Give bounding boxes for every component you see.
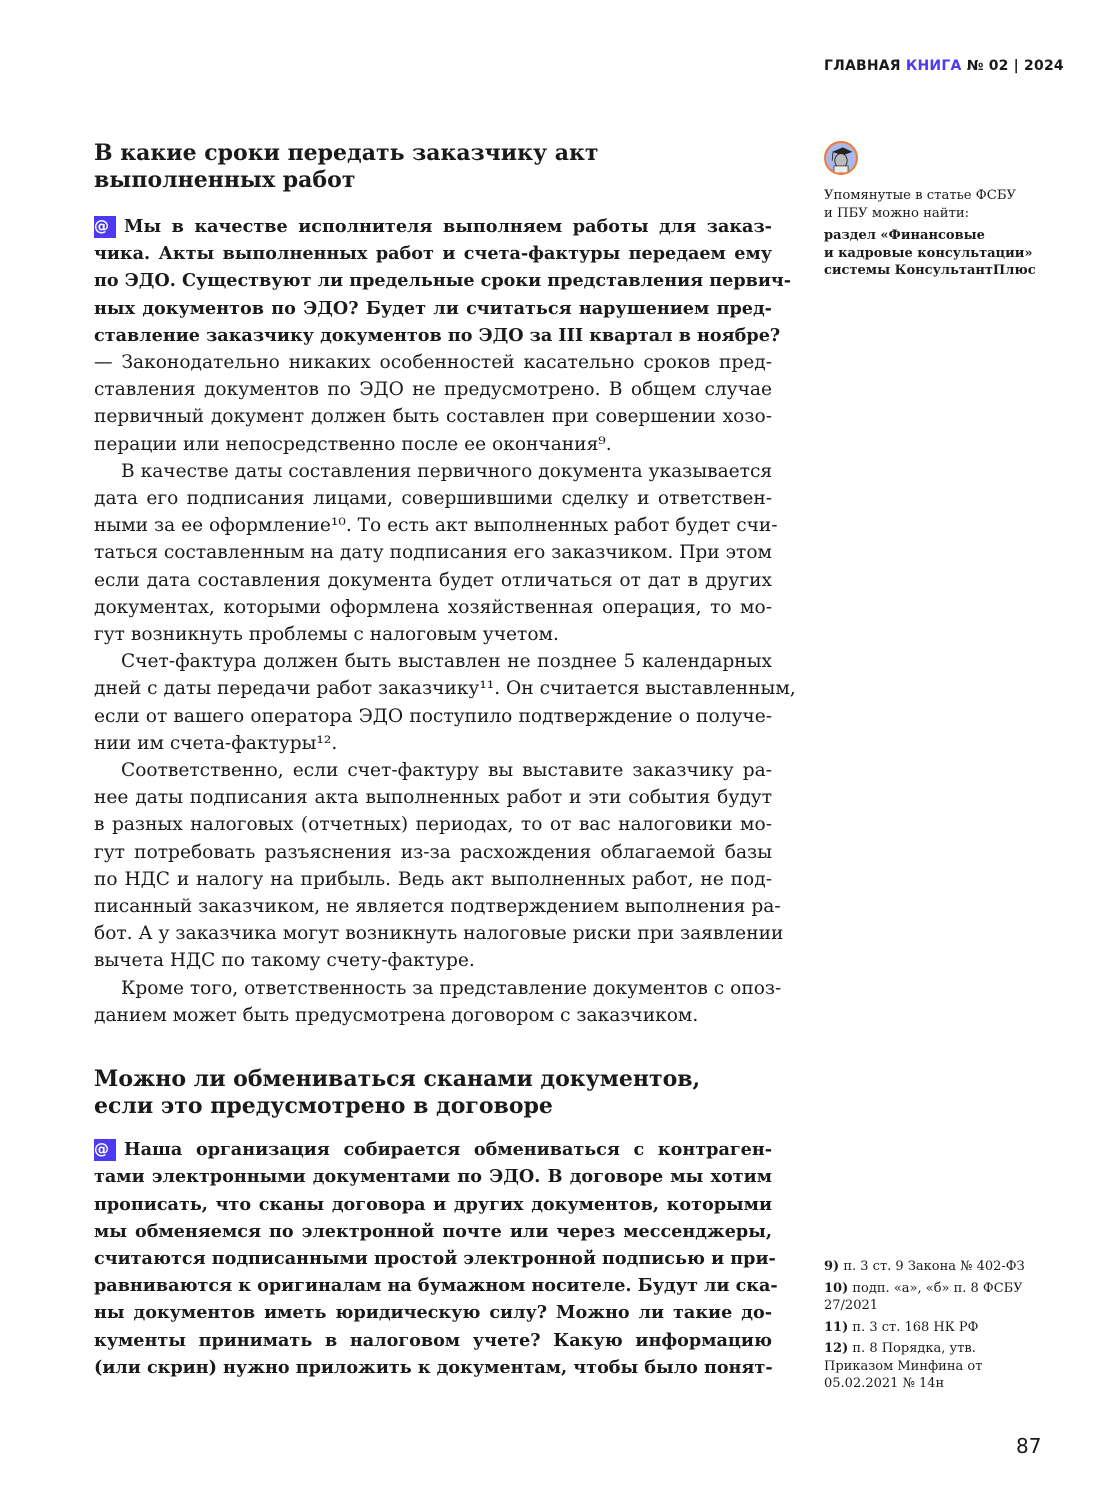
text-line: прописать, что сканы договора и других документов, которыми: [94, 1193, 772, 1215]
text-line: дней с даты передачи работ заказчику¹¹. Он считается выставленным,: [94, 678, 796, 700]
magazine-name-accent: КНИГА: [905, 58, 962, 74]
text-line: перации или непосредственно после ее окончания⁹.: [94, 433, 612, 455]
text-line: Кроме того, ответственность за представление документов с опоз-: [121, 977, 782, 999]
section-1: [94, 140, 796, 1029]
line-text: Наша организация собирается обмениваться с контраген-: [124, 1139, 772, 1161]
text-line: нии им счета-фактуры¹².: [94, 732, 338, 754]
text-line: если дата составления документа будет отличаться от дат в других: [94, 569, 772, 591]
footnote: [824, 1319, 1049, 1337]
title-line: Можно ли обмениваться сканами документов,: [94, 1066, 701, 1093]
text-line: вычета НДС по такому счету-фактуре.: [94, 950, 475, 972]
text-line: кументы принимать в налоговом учете? Какую информацию: [94, 1329, 772, 1351]
footnote: [824, 1340, 1049, 1393]
text-line: [94, 213, 772, 240]
question-block: [94, 1136, 778, 1381]
footnote: [824, 1280, 1049, 1315]
sidebar-note: [824, 187, 1054, 280]
text-line: (или скрин) нужно приложить к документам, чтобы было понят-: [94, 1356, 773, 1378]
text-line: гут возникнуть проблемы с налоговым учетом.: [94, 624, 559, 646]
text-line: ных документов по ЭДО? Будет ли считаться нарушением пред-: [94, 297, 772, 319]
footnotes: [824, 1258, 1049, 1397]
line-text: Мы в качестве исполнителя выполняем работы для заказ-: [124, 216, 772, 237]
section-title: [94, 140, 772, 194]
magazine-header: [824, 58, 1064, 74]
paragraph: [94, 648, 796, 757]
text-line: по ЭДО. Существуют ли предельные сроки представления первич-: [94, 270, 792, 292]
footnote-text: п. 3 ст. 168 НК РФ: [852, 1319, 979, 1335]
text-line: считаются подписанными простой электронной подписью и при-: [94, 1247, 776, 1269]
section-title: [94, 1066, 772, 1120]
question-block: [94, 213, 792, 349]
question-at-icon: @: [94, 216, 116, 238]
text-line: писанный заказчиком, не является подтверждением выполнения ра-: [94, 896, 781, 918]
title-line: выполненных работ: [94, 167, 356, 193]
paragraph: [94, 458, 778, 648]
issue-number: № 02 | 2024: [966, 58, 1064, 74]
text-line: — Законодательно никаких особенностей касательно сроков пред-: [94, 352, 772, 374]
footnote-number: 9): [824, 1259, 840, 1274]
text-line: дата его подписания лицами, совершившими сделку и ответствен-: [94, 488, 772, 510]
text-line: мы обменяемся по электронной почте или через мессенджеры,: [94, 1220, 772, 1242]
text-line: бот. А у заказчика могут возникнуть налоговые риски при заявлении: [94, 923, 784, 945]
text-line: ставления документов по ЭДО не предусмотрено. В общем случае: [94, 379, 772, 401]
text-line: если от вашего оператора ЭДО поступило подтверждение о получе-: [94, 705, 772, 727]
text-line: [94, 1136, 772, 1163]
text-line: в разных налоговых (отчетных) периодах, то от вас налоговики мо-: [94, 814, 772, 836]
expert-avatar-icon: [826, 143, 856, 173]
text-line: первичный документ должен быть составлен при совершении хозо-: [94, 406, 772, 428]
footnote: [824, 1258, 1049, 1276]
paragraph: [94, 349, 772, 458]
footnote-number: 12): [824, 1341, 849, 1356]
footnote-number: 11): [824, 1319, 849, 1335]
page-number: 87: [1016, 1434, 1042, 1458]
text-line: ными за ее оформление¹⁰. То есть акт выполненных работ будет счи-: [94, 515, 778, 537]
source-line: и кадровые консультации»: [824, 245, 1033, 261]
text-line: гут потребовать разъяснения из-за расхождения облагаемой базы: [94, 841, 772, 863]
paragraph: [94, 975, 782, 1029]
source-line: системы КонсультантПлюс: [824, 263, 1036, 278]
text-line: Счет-фактура должен быть выставлен не позднее 5 календарных: [121, 651, 772, 673]
answer-block: [94, 349, 796, 1029]
text-line: тами электронными документами по ЭДО. В договоре мы хотим: [94, 1166, 772, 1188]
footnote-text: п. 8 Порядка, утв. Приказом Минфина от 05.02.2021 № 14н: [824, 1341, 983, 1391]
text-line: Соответственно, если счет-фактуру вы выставите заказчику ра-: [121, 760, 772, 782]
note-line: и ПБУ можно найти:: [824, 205, 970, 221]
text-line: данием может быть предусмотрена договором с заказчиком.: [94, 1004, 699, 1026]
note-line: Упомянутые в статье ФСБУ: [824, 188, 1017, 203]
footnote-text: подп. «а», «б» п. 8 ФСБУ 27/2021: [824, 1280, 1023, 1313]
magazine-name: ГЛАВНАЯ: [824, 58, 901, 74]
text-line: ставление заказчику документов по ЭДО за III квартал в ноябре?: [94, 324, 781, 346]
text-line: документах, которыми оформлена хозяйственная операция, то мо-: [94, 596, 772, 618]
section-2: [94, 1066, 778, 1381]
text-line: таться составленным на дату подписания его заказчиком. При этом: [94, 542, 772, 564]
footnote-text: п. 3 ст. 9 Закона № 402-ФЗ: [843, 1259, 1025, 1274]
footnote-number: 10): [824, 1280, 849, 1296]
expert-avatar: [824, 141, 858, 175]
text-line: нее даты подписания акта выполненных работ и эти события будут: [94, 787, 772, 809]
text-line: по НДС и налогу на прибыль. Ведь акт выполненных работ, не под-: [94, 868, 772, 890]
title-line: если это предусмотрено в договоре: [94, 1093, 553, 1120]
text-line: ны документов иметь юридическую силу? Можно ли такие до-: [94, 1302, 772, 1324]
question-at-icon: @: [94, 1139, 116, 1161]
main-column: [94, 140, 796, 1381]
text-line: чика. Акты выполненных работ и счета-фактуры передаем ему: [94, 243, 772, 265]
text-line: равниваются к оригиналам на бумажном носителе. Будут ли ска-: [94, 1275, 778, 1297]
text-line: В качестве даты составления первичного документа указывается: [121, 460, 773, 482]
paragraph: [94, 757, 784, 975]
source-line: раздел «Финансовые: [824, 228, 985, 243]
title-line: В какие сроки передать заказчику акт: [94, 140, 599, 166]
